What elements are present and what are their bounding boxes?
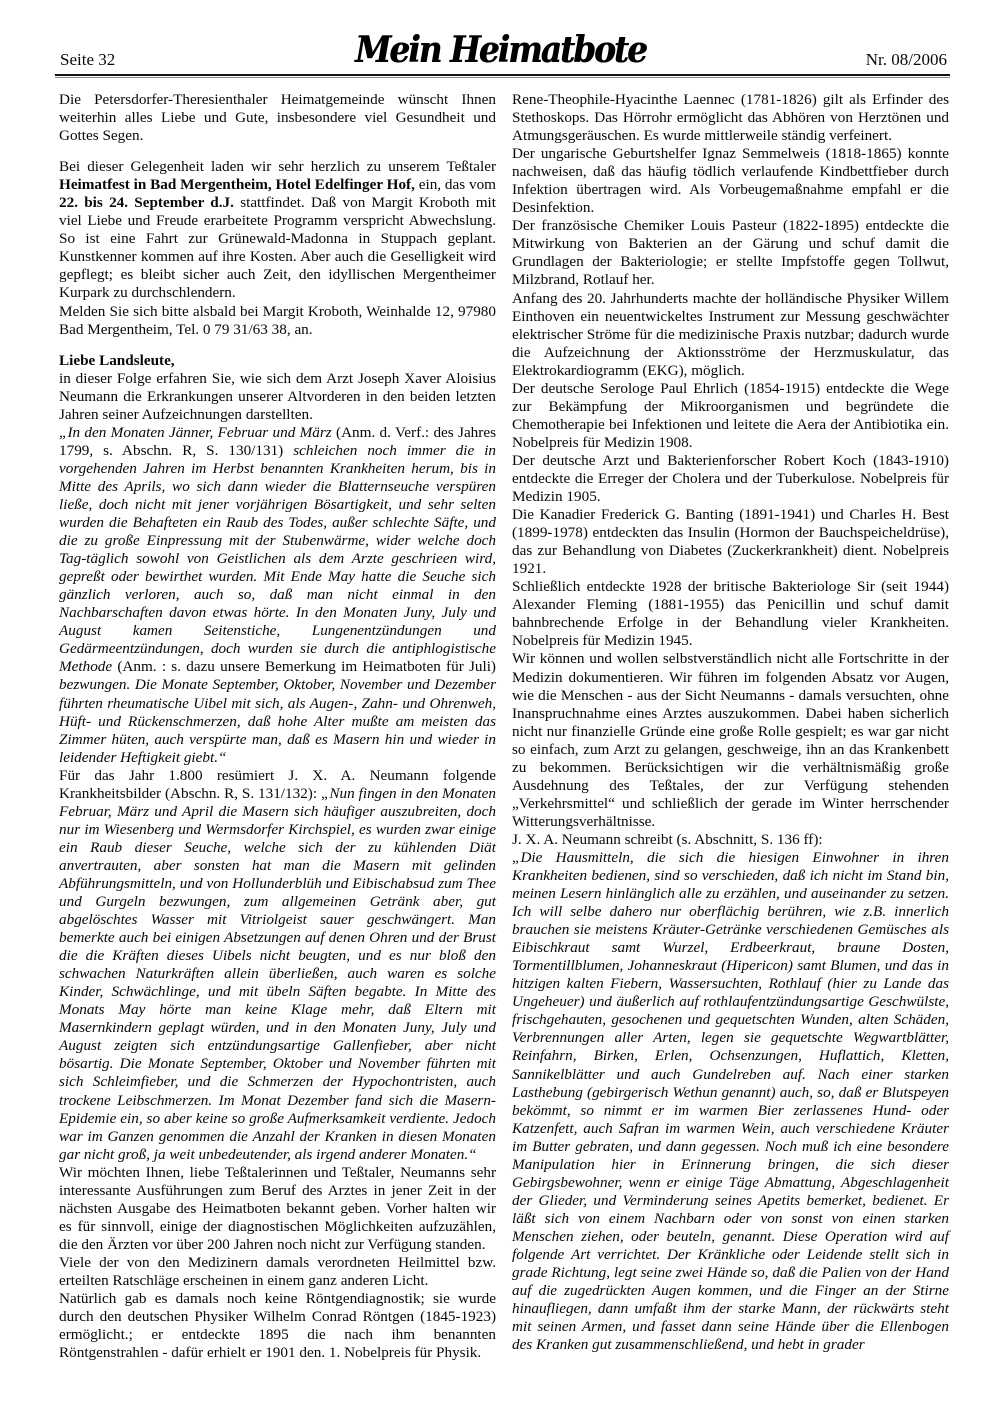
heilmittel-paragraph bbox=[59, 1254, 496, 1290]
text-segment: 22. bis 24. September d.J. bbox=[59, 194, 234, 212]
text-segment: Natürlich gab es damals noch keine Röntgendiagnostik; sie wurde durch den deutschen Physiker Wilhelm Conrad Röntgen (1845-1923) ermöglicht.; er entdeckte 1895 die nach ihm benannten Röntgenstrahlen - dafür erhielt er 1901 den. 1. Nobelpreis für Physik. bbox=[59, 1290, 496, 1362]
text-segment: „Nun fingen in den Monaten Februar, März und April die Masern sich häufiger auszubreiten, doch nur im Wiesenberg und Wermsdorfer Kirchspiel, es wurden zwar einige ein Raub dieser Seuche, welche sich der zu kühlenden Diät anvertrauten, aber sonsten hat man die Masern mit gelinden Abführungsmitteln, und von Hollunderblüh und Eibischabsud zum Thee und Gurgeln bezwungen, zum allgemeinen Getränk aber, gut abgelöschtes Wasser mit Vitriolgeist sauer geschwängert. Man bemerkte auch bei einigen Absetzungen auf denen Ohren und der Brust die die Kräften dieses Uibels nicht beugten, und es nur bloß den schwachen Naturkräften allein überließen, auch waren es solche Kinder, Schwächlinge, und mit übeln Säften begabte. In Mitte des Monats May hörte man keine Klage mehr, daß Eltern mit Masernkindern geplagt würden, und in den Monaten Juny, July und August zeigten sich entzündungsartige Gallenfieber, aber nicht bösartig. Die Monate September, Oktober und November führten mit sich Schleimfieber, und die Schmerzen der Hypochontristen, auch trockene Leibschmerzen. Im Monat Dezember fand sich die Masern-Epidemie ein, so aber keine so große Aufmerksamkeit verdiente. Jedoch war im Ganzen genommen die Anzahl der Kranken in diesen Monaten gar nicht groß, ja weit unbedeutender, als irgend anderer Monaten.“ bbox=[59, 784, 496, 1163]
transition-paragraph bbox=[512, 650, 949, 830]
section-heading bbox=[59, 352, 496, 370]
laennec-paragraph bbox=[512, 91, 949, 145]
text-segment: Schließlich entdeckte 1928 der britische Bakteriologe Sir (seit 1944) Alexander Fleming (1881-1955) das Penicillin und schuf damit bahnbrechende Erfolge in der Behandlung vieler Krankheiten. Nobelpreis für Medizin 1945. bbox=[512, 578, 949, 650]
koch-paragraph bbox=[512, 452, 949, 506]
text-segment: Wir möchten Ihnen, liebe Teßtalerinnen und Teßtaler, Neumanns sehr interessante Ausführungen zum Beruf des Arztes in jener Zeit in der nächsten Ausgabe des Heimatboten bekannt geben. Vorher halten wir es für sinnvoll, einige der diagnostischen Möglichkeiten aufzuzählen, die den Ärzten vor über 200 Jahren noch nicht zur Verfügung standen. bbox=[59, 1163, 496, 1253]
text-segment: Wir können und wollen selbstverständlich nicht alle Fortschritte in der Medizin dokumentieren. Wir führen im folgenden Absatz vor Augen, wie die Menschen - aus der Sicht Neumanns - damals versuchten, ohne Inanspruchnahme eines Arztes auszukommen. Dabei haben sicherlich nicht nur finanzielle Gründe eine große Rolle gespielt; es war gar nicht so einfach, zum Arzt zu gelangen, geschweige, ihn an das Krankenbett zu bekommen. Berücksichtigen wir die verhältnismäßig große Ausdehnung des Teßtales, der zur Verfügung stehenden „Verkehrsmittel“ und schließlich der gerade im Winter herrschender Witterungsverhältnisse. bbox=[512, 650, 949, 830]
fleming-paragraph bbox=[512, 578, 949, 650]
greeting-paragraph bbox=[59, 91, 496, 145]
masthead bbox=[0, 30, 1000, 70]
text-segment: „In den Monaten Jänner, Februar und März bbox=[59, 423, 332, 441]
text-segment: Melden Sie sich bitte alsbald bei Margit Kroboth, Weinhalde 12, 97980 Bad Mergentheim, Tel. 0 79 31/63 38, an. bbox=[59, 302, 496, 338]
text-segment: stattfindet. Daß von Margit Kroboth mit viel Liebe und Freude erarbeitete Programm verspricht Abwechslung. So ist eine Fahrt zur Grünewald-Madonna in Stuppach geplant. Kunstkenner kommen auf ihre Kosten. Aber auch die Geselligkeit wird gepflegt; es bleibt sicher auch Zeit, den idyllischen Mergentheimer Kurpark zu durchschlendern. bbox=[59, 194, 496, 302]
text-segment: bezwungen. Die Monate September, Oktober, November und Dezember führten rheumatische Uibel mit sich, als Augen-, Zahn- und Ohrenweh, Hüft- und Rückenschmerzen, daß hohe Alter mußte am meisten das Zimmer hüten, auch verspürte man, daß es Masern hin und wieder in leidender Heftigkeit giebt.“ bbox=[59, 676, 496, 766]
text-segment: Für das Jahr 1.800 resümiert J. X. A. Neumann folgende Krankheitsbilder (Abschn. R, S. 131/132): bbox=[59, 766, 496, 802]
text-segment: Liebe Landsleute, bbox=[59, 351, 175, 369]
right-column bbox=[512, 91, 949, 1362]
text-segment: J. X. A. Neumann schreibt (s. Abschnitt, S. 136 ff): bbox=[512, 830, 823, 848]
text-segment: Anfang des 20. Jahrhunderts machte der holländische Physiker Willem Einthoven ein neuentwickeltes Instrument zur Messung geschwächter elektrischer Ströme für die medizinische Praxis nutzbar; dadurch wurde die Aufzeichnung der Aktionsströme der Herzmuskulatur, das Elektrokardiogramm (EKG), möglich. bbox=[512, 289, 949, 379]
text-segment: Bei dieser Gelegenheit laden wir sehr herzlich zu unserem Teßtaler bbox=[59, 158, 496, 176]
neumann-quote-1800 bbox=[59, 767, 496, 1164]
text-segment: schleichen noch immer die in vorgehenden Jahren im Herbst benannten Krankheiten herum, bis in Mitte des Aprils, wo sich dann wieder die Blatternseuche verspüren ließe, doch nicht mit jener vorjährigen Bösartigkeit, und sehr selten wurden die Behafteten ein Raub des Todes, außer schlechte Säfte, und die zu große Einpressung mit der Stubenwärme, wider welche doch Tag-täglich sowohl von Geistlichen als dem Arzte geschrieen wird, gepreßt oder bewirthet wurden. Mit Ende May hatte die Seuche sich gänzlich verloren, auch so, daß man nicht einmal in den Nachbarschaften davon etwas hörte. In den Monaten Juny, July und August kamen Seitenstiche, Lungenentzündungen und Gedärmeentzündungen, doch wurden sie durch die antiphlogistische Methode bbox=[59, 441, 497, 676]
heimatfest-invitation-paragraph bbox=[59, 158, 496, 302]
einthoven-paragraph bbox=[512, 290, 949, 380]
text-segment: „Die Hausmitteln, die sich die hiesigen Einwohner in ihren Krankheiten bedienen, sind so verschieden, daß ich nicht im Stand bin, meinen Lesern hinlänglich alle zu erzählen, und auseinander zu setzen. Ich will selbe dahero nur oberflächig berühren, wie z.B. innerlich brauchen sie meistens Kräuter-Getränke verschiedenen Gemüsches als Eibischkraut samt Wurzel, Erdbeerkraut, braune Dosten, Tormentillblumen, Johanneskraut (Hipericon) samt Blumen, und das in hitzigen kalten Fiebern, Wassersuchten, Rothlauf (hier zu Lande das Ungeheuer) und äußerlich auf rothlaufentzündungsartige Geschwülste, frischgehauten, gesochenen und gequetschten Wunden, alten Schäden, Verbrennungen aller Arten, legen sie gequetschte Wegwartblätter, Reinfahrn, Birken, Erlen, Ochsenzungen, Huflattich, Kletten, Sannikelblätter und auch Gundelreben auf. Nach einer starken Lasthebung (gebirgerisch Wethun genannt) auch, so, daß er Blutspeyen bekömmt, so nimmt er im warmen Bier zerlassenes Hund- oder Katzenfett, auch Safran im warmen Wein, auch verschiedene Kräuter im Butter gebraten, und dann gegessen. Noch muß ich eine besondere Manipulation hier in Erinnerung bringen, die sich dieser Gebirgsbewohner, wenn er einige Täge Abmattung, Abgeschlagenheit der Glieder, und Verminderung seines Apetits bemerket, bedienet. Er läßt sich von einem Nachbarn oder von sonst von einen starken Menschen ziehen, oder beuteln, genannt. Diese Operation wird auf folgende Art verrichtet. Der Kränkliche oder Leidende stellt sich in grade Richtung, legt seine zwei Hände so, daß die Palien von der Hand auf die zugedrückten Augen kommen, und die Finger an der Stirne hinaufliegen, dann umfaßt ihm der starke Mann, der rückwärts steht mit seinen Armen, und fasset dann seine Hände über die Ellenbogen des Kranken gut zusammenschließend, und hebt in grader bbox=[512, 848, 949, 1354]
hausmittel-quote bbox=[512, 849, 949, 1354]
text-segment: Der deutsche Arzt und Bakterienforscher Robert Koch (1843-1910) entdeckte die Erreger der Cholera und der Tuberkulose. Nobelpreis für Medizin 1905. bbox=[512, 451, 949, 506]
text-segment: ein, das vom bbox=[414, 176, 496, 194]
text-segment: Die Petersdorfer-Theresienthaler Heimatgemeinde wünscht Ihnen weiterhin alles Liebe und Gute, insbesondere viel Gesundheit und Gottes Segen. bbox=[59, 91, 496, 145]
text-segment: Heimatfest in Bad Mergentheim, Hotel Edelfinger Hof, bbox=[59, 176, 415, 194]
masthead-title: Mein Heimatbote bbox=[354, 28, 646, 72]
intro-paragraph bbox=[59, 370, 496, 424]
article-columns bbox=[59, 91, 949, 1362]
left-column bbox=[59, 91, 496, 1362]
text-segment: Rene-Theophile-Hyacinthe Laennec (1781-1826) gilt als Erfinder des Stethoskops. Das Hörrohr ermöglicht das Abhören von Herztönen und Atmungsgeräuschen. Es wurde mittlerweile ständig verfeinert. bbox=[512, 91, 949, 145]
text-segment: in dieser Folge erfahren Sie, wie sich dem Arzt Joseph Xaver Aloisius Neumann die Erkrankungen unserer Altvorderen in den beiden letzten Jahren seiner Aufzeichnungen darstellten. bbox=[59, 369, 496, 423]
text-segment: Die Kanadier Frederick G. Banting (1891-1941) und Charles H. Best (1899-1978) entdeckten das Insulin (Hormon der Bauchspeicheldrüse), das zur Behandlung von Diabetes (Zuckerkrankheit) dient. Nobelpreis 1921. bbox=[512, 506, 949, 578]
text-segment: Der französische Chemiker Louis Pasteur (1822-1895) entdeckte die Mitwirkung von Bakterien an der Gärung und schuf damit die Grundlagen der Bakteriologie; er stellte Impfstoffe gegen Tollwut, Milzbrand, Rotlauf her. bbox=[512, 217, 949, 289]
text-segment: Der ungarische Geburtshelfer Ignaz Semmelweis (1818-1865) konnte nachweisen, daß das häufig tödlich verlaufende Kindbettfieber durch Infektion übertragen wird. Als Vorbeugemaßnahme empfahl er die Desinfektion. bbox=[512, 145, 949, 217]
outlook-paragraph bbox=[59, 1164, 496, 1254]
text-segment: (Anm. d. Verf.: des Jahres 1799, s. Abschn. R, S. 130/131) bbox=[59, 423, 496, 459]
text-segment: Der deutsche Serologe Paul Ehrlich (1854-1915) entdeckte die Wege zur Bekämpfung der Mikroorganismen und begründete die Chemotherapie bei Infektionen und leitete die Aera der Antibiotika ein. Nobelpreis für Medizin 1908. bbox=[512, 379, 949, 451]
neumann-reference-line bbox=[512, 831, 949, 849]
banting-best-paragraph bbox=[512, 506, 949, 578]
pasteur-paragraph bbox=[512, 217, 949, 289]
neumann-quote-1799 bbox=[59, 424, 496, 767]
text-segment: Viele der von den Medizinern damals verordneten Heilmittel bzw. erteilten Ratschläge erscheinen in einem ganz anderen Licht. bbox=[59, 1253, 496, 1289]
registration-paragraph bbox=[59, 303, 496, 339]
text-segment: (Anm. : s. dazu unsere Bemerkung im Heimatboten für Juli) bbox=[112, 658, 496, 676]
header-rule bbox=[55, 74, 950, 78]
semmelweis-paragraph bbox=[512, 145, 949, 217]
page-number-label: Seite 32 bbox=[60, 50, 116, 69]
roentgen-paragraph bbox=[59, 1290, 496, 1362]
issue-number-label: Nr. 08/2006 bbox=[865, 50, 947, 69]
ehrlich-paragraph bbox=[512, 380, 949, 452]
